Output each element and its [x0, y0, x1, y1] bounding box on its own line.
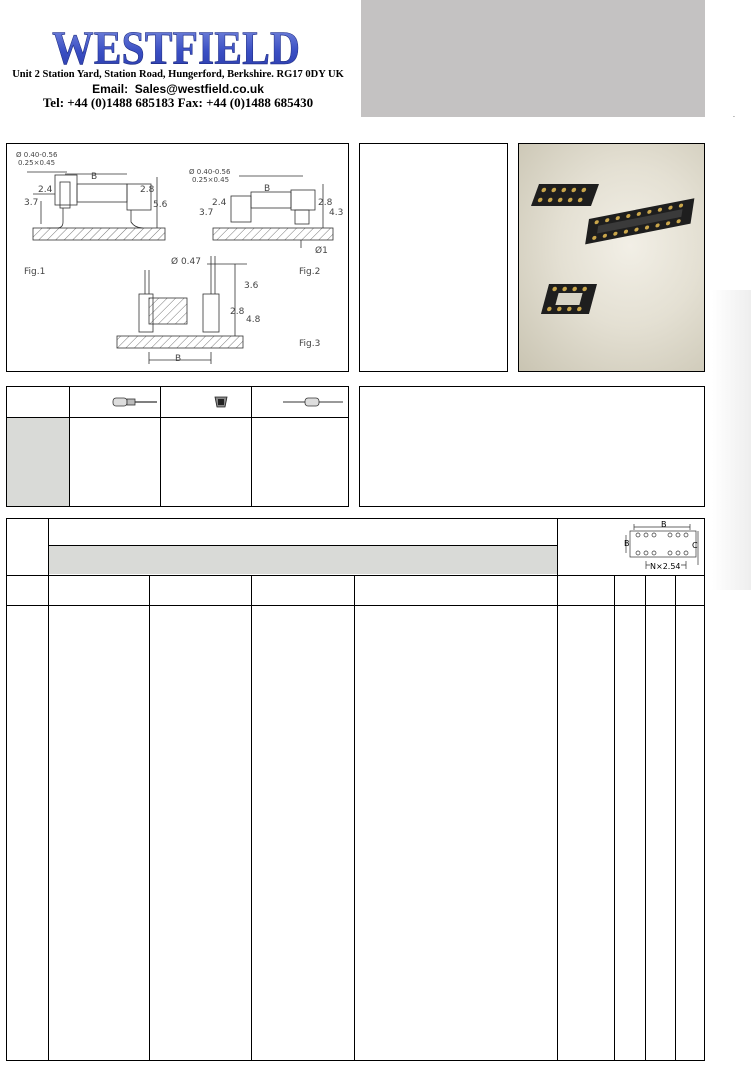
long-pin-icon	[283, 396, 345, 408]
footprint-label-b-side: B	[624, 539, 630, 548]
product-photo	[518, 143, 705, 372]
fig1-dim-3-7: 3.7	[24, 198, 39, 208]
corner-mark: .	[733, 112, 735, 119]
dimension-drawing-panel	[6, 143, 349, 372]
fig3-label: Fig.3	[299, 339, 321, 349]
fig3-dim-3-6: 3.6	[244, 281, 259, 291]
notes-panel	[359, 386, 705, 507]
header-grey-panel	[361, 0, 705, 117]
edge-shadow	[712, 290, 751, 590]
fig2-dim-2-8: 2.8	[318, 198, 333, 208]
logo-text: WESTFIELD	[52, 24, 300, 68]
company-phone-fax: Tel: +44 (0)1488 685183 Fax: +44 (0)1488 685430	[42, 95, 314, 110]
fig3-dim-4-8: 4.8	[246, 315, 261, 325]
company-address: Unit 2 Station Yard, Station Road, Hungerford, Berkshire. RG17 0DY UK	[12, 69, 344, 80]
fig2-dim-4-3: 4.3	[329, 208, 344, 218]
fig1-dim-square: 0.25×0.45	[18, 159, 56, 167]
fig1-dim-2-8: 2.8	[140, 185, 155, 195]
ordering-table-grey-band	[49, 546, 557, 574]
machined-pin-icon	[111, 396, 159, 408]
westfield-logo	[50, 24, 302, 68]
email-label: Email:	[92, 82, 129, 96]
fig1-dim-b: B	[91, 172, 98, 182]
fig2-dim-diameter: Ø 0.40-0.56	[189, 168, 231, 176]
ic-sockets-image	[519, 144, 705, 372]
fig1-dim-diameter: Ø 0.40-0.56	[16, 151, 58, 159]
fig3-dim-b: B	[175, 354, 182, 364]
fig1-dim-2-4: 2.4	[38, 185, 53, 195]
fig1-label: Fig.1	[24, 267, 46, 277]
company-email-line	[8, 82, 348, 96]
fig3-dim-diameter: Ø 0.47	[171, 257, 201, 267]
fig2-dim-2-4: 2.4	[212, 198, 227, 208]
fig2-dim-3-7: 3.7	[199, 208, 214, 218]
fig2-dim-square: 0.25×0.45	[192, 176, 230, 184]
footprint-label-pitch: N×2.54	[650, 562, 681, 571]
ordering-table	[6, 518, 705, 1061]
fig2-label: Fig.2	[299, 267, 321, 277]
contact-type-table	[6, 386, 349, 507]
contact-row-header	[7, 418, 69, 506]
fig3-dim-2-8: 2.8	[230, 307, 245, 317]
fig2-dim-pin-diameter: Ø1	[315, 246, 328, 256]
description-panel	[359, 143, 508, 372]
email-address: Sales@westfield.co.uk	[134, 82, 264, 96]
fig2-dim-b: B	[264, 184, 271, 194]
fig1-dim-5-6: 5.6	[153, 200, 168, 210]
contact-sleeve-icon	[213, 395, 229, 409]
footprint-label-b-top: B	[661, 520, 667, 529]
footprint-label-c: C	[692, 541, 698, 550]
